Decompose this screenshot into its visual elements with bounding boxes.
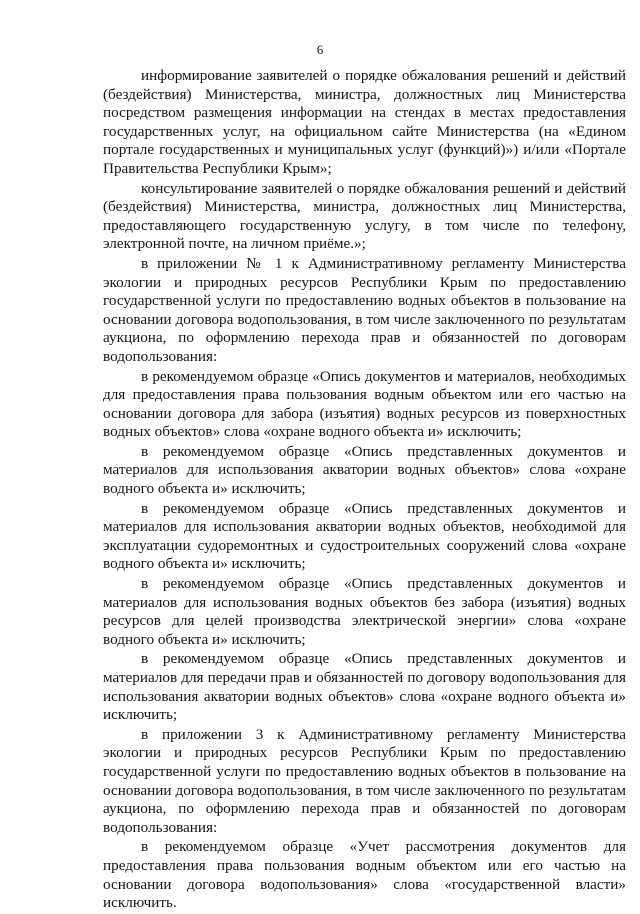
document-body <box>103 67 626 914</box>
paragraph-form-water-area: в рекомендуемом образце «Опись представленных документов и материалов для использования акватории водных объектов» слова «охране водного объекта и» исключить; <box>103 442 626 498</box>
paragraph-form-consideration-record: в рекомендуемом образце «Учет рассмотрения документов для предоставления права пользования водным объектом или его частью на основании договора водопользования» слова «государственной власти» исключить. <box>103 838 626 912</box>
paragraph-form-electric-energy: в рекомендуемом образце «Опись представленных документов и материалов для использования водных объектов без забора (изъятия) водных ресурсов для целей производства электрической энергии» слова «охране водного объекта и» исключить; <box>103 575 626 648</box>
page-number: 6 <box>316 42 324 57</box>
paragraph-form-rights-transfer: в рекомендуемом образце «Опись представленных документов и материалов для передачи прав и обязанностей по договору водопользования для использования акватории водных объектов» слова «охране водного объекта и» исключить; <box>103 650 626 724</box>
paragraph-consulting-appeal: консультирование заявителей о порядке обжалования решений и действий (бездействия) Министерства, министра, должностных лиц Министерства, предоставляющего государственную услугу, в том числе по телефону, электронной почте, на личном приёме.»; <box>103 179 626 253</box>
paragraph-informing-appeal: информирование заявителей о порядке обжалования решений и действий (бездействия) Министерства, министра, должностных лиц Министерства посредством размещения информации на стендах в местах предоставления государственных услуг, на официальном сайте Министерства (на «Едином портале государственных и муниципальных услуг (функций)») и/или «Портале Правительства Республики Крым»; <box>103 67 626 177</box>
paragraph-form-water-intake: в рекомендуемом образце «Опись документов и материалов, необходимых для предоставления права пользования водным объектом или его частью на основании договора для забора (изъятия) водных ресурсов из поверхностных водных объектов» слова «охране водного объекта и» исключить; <box>103 367 626 441</box>
paragraph-form-shipyard: в рекомендуемом образце «Опись представленных документов и материалов для использования акватории водных объектов, необходимой для эксплуатации судоремонтных и судостроительных сооружений слова «охране водного объекта и» исключить; <box>103 499 626 573</box>
paragraph-appendix-1-intro: в приложении № 1 к Административному регламенту Министерства экологии и природных ресурсов Республики Крым по предоставлению государственной услуги по предоставлению водных объектов в пользование на основании договора водопользования, в том числе заключенного по результатам аукциона, по оформлению перехода прав и обязанностей по договорам водопользования: <box>103 254 626 365</box>
paragraph-appendix-3-intro: в приложении 3 к Административному регламенту Министерства экологии и природных ресурсов Республики Крым по предоставлению государственной услуги по предоставлению водных объектов в пользование на основании договора водопользования, в том числе заключенного по результатам аукциона, по оформлению перехода прав и обязанностей по договорам водопользования: <box>103 725 626 836</box>
